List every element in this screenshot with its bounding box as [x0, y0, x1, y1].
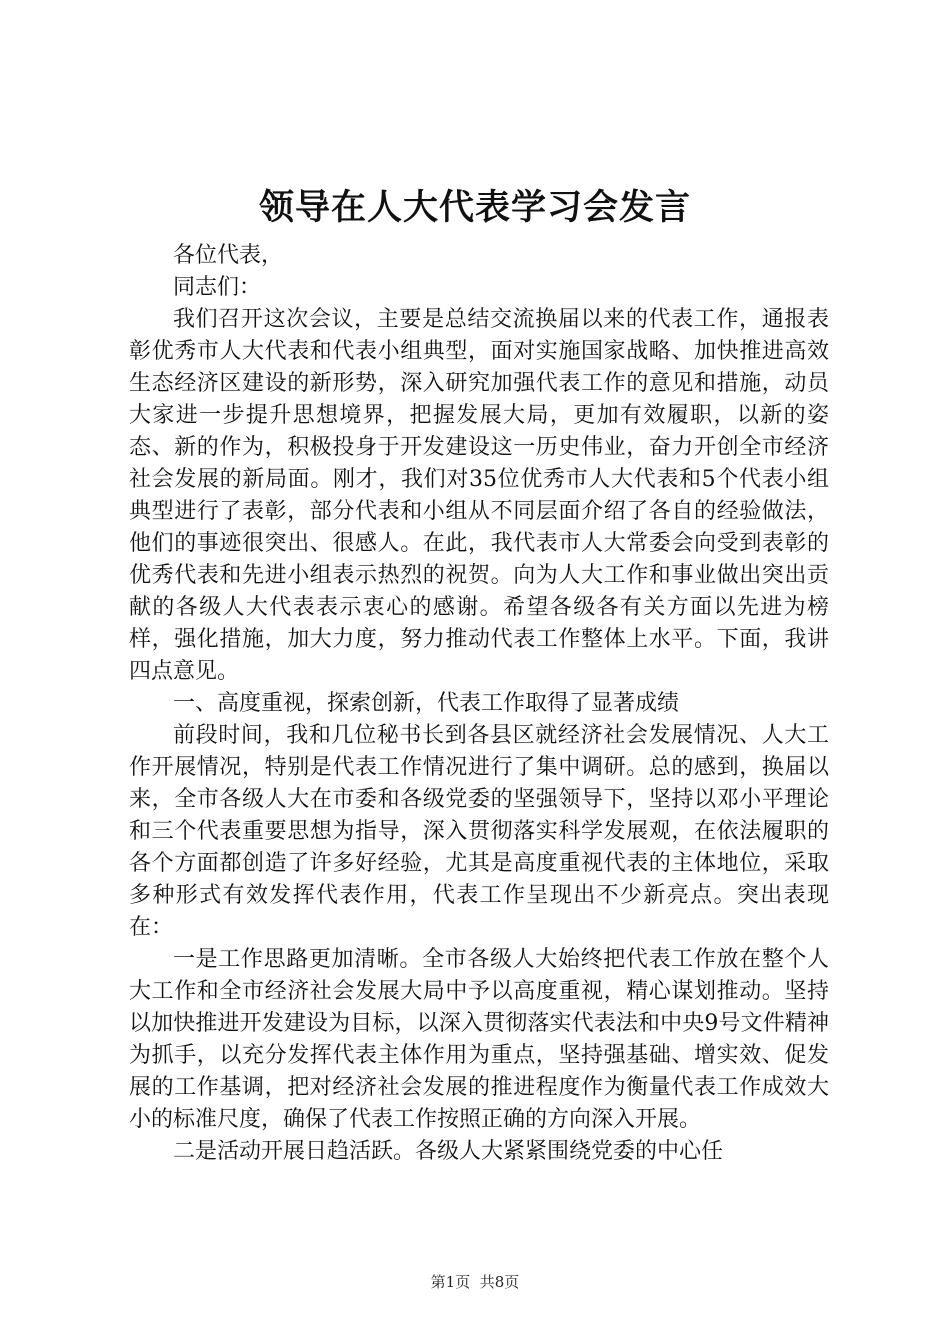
salutation-line: 各位代表，: [173, 243, 284, 268]
paragraph: 我们召开这次会议，主要是总结交流换届以来的代表工作，通报表彰优秀市人大代表和代表小组典型，面对实施国家战略、加快推进高效生态经济区建设的新形势，深入研究加强代表工作的意见和措施，动员大家进一步提升思想境界，把握发展大局，更加有效履职，以新的姿态、新的作为，积极投身于开发建设这一历史伟业，奋力开创全市经济社会发展的新局面。刚才，我们对35位优秀市人大代表和5个代表小组典型进行了表彰，部分代表和小组从不同层面介绍了各自的经验做法，他们的事迹很突出、很感人。在此，我代表市人大常委会向受到表彰的优秀代表和先进小组表示热烈的祝贺。向为人大工作和事业做出突出贡献的各级人大代表表示衷心的感谢。希望各级各有关方面以先进为榜样，强化措施，加大力度，努力推动代表工作整体上水平。下面，我讲四点意见。: [129, 307, 829, 684]
document-body: [129, 240, 829, 1168]
document-title: 领导在人大代表学习会发言: [258, 187, 691, 228]
paragraph: 前段时间，我和几位秘书长到各县区就经济社会发展情况、人大工作开展情况，特别是代表工作情况进行了集中调研。总的感到，换届以来，全市各级人大在市委和各级党委的坚强领导下，坚持以邓小平理论和三个代表重要思想为指导，深入贯彻落实科学发展观，在依法履职的各个方面都创造了许多好经验，尤其是高度重视代表的主体地位，采取多种形式有效发挥代表作用，代表工作呈现出不少新亮点。突出表现在：: [129, 723, 829, 940]
page-number: 第1页: [430, 1273, 471, 1291]
page-footer: [0, 1271, 950, 1293]
page-total: 共8页: [479, 1273, 520, 1291]
paragraph: 二是活动开展日趋活跃。各级人大紧紧围绕党委的中心任: [173, 1139, 724, 1164]
salutation-line: 同志们：: [173, 275, 262, 300]
section-heading: 一、高度重视，探索创新，代表工作取得了显著成绩: [173, 691, 680, 716]
paragraph: 一是工作思路更加清晰。全市各级人大始终把代表工作放在整个人大工作和全市经济社会发展大局中予以高度重视，精心谋划推动。坚持以加快推进开发建设为目标，以深入贯彻落实代表法和中央9号文件精神为抓手，以充分发挥代表主体作用为重点，坚持强基础、增实效、促发展的工作基调，把对经济社会发展的推进程度作为衡量代表工作成效大小的标准尺度，确保了代表工作按照正确的方向深入开展。: [129, 947, 829, 1132]
